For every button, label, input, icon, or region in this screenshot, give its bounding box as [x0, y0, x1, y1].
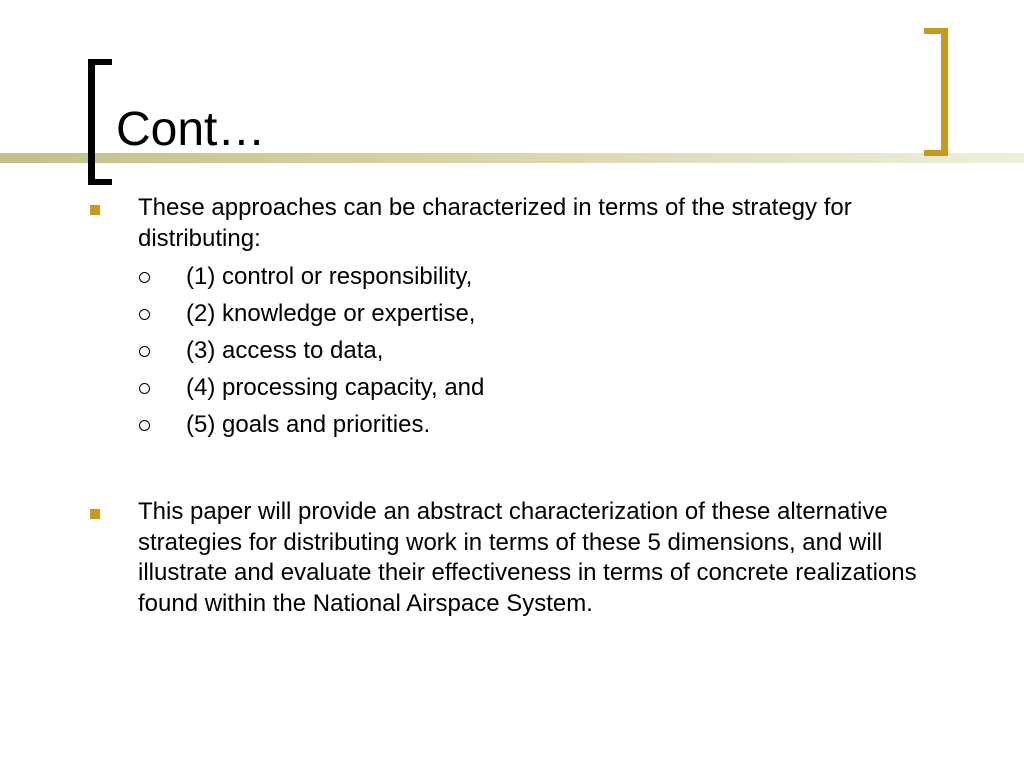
bullet-item [88, 497, 958, 619]
sub-bullet-text: (4) processing capacity, and [186, 374, 485, 401]
bullet-spacer [88, 440, 958, 497]
right-bracket-icon [924, 28, 948, 156]
hollow-circle-bullet-icon [139, 420, 150, 431]
hollow-circle-bullet-icon [139, 346, 150, 357]
square-bullet-icon [90, 509, 100, 519]
hollow-circle-bullet-icon [139, 383, 150, 394]
sub-bullet-item [88, 410, 958, 440]
sub-bullet-item [88, 373, 958, 403]
sub-bullet-text: (5) goals and priorities. [186, 411, 431, 438]
bullet-text: This paper will provide an abstract characterization of these alternative strategies for distributing work in terms of these 5 dimensions, and will illustrate and evaluate their effectiveness in terms of concrete realizations found within the National Airspace System. [138, 498, 917, 617]
sub-bullet-item [88, 336, 958, 366]
sub-bullet-text: (1) control or responsibility, [186, 263, 473, 290]
left-bracket-icon [88, 59, 112, 185]
hollow-circle-bullet-icon [139, 309, 150, 320]
sub-bullet-item [88, 299, 958, 329]
sub-bullet-text: (2) knowledge or expertise, [186, 300, 476, 327]
bullet-item [88, 193, 958, 254]
square-bullet-icon [90, 205, 100, 215]
sub-bullet-text: (3) access to data, [186, 337, 384, 364]
bullet-text: These approaches can be characterized in terms of the strategy for distributing: [138, 194, 852, 252]
hollow-circle-bullet-icon [139, 272, 150, 283]
slide-title: Cont… [116, 103, 266, 156]
slide-body [88, 193, 958, 619]
sub-bullet-item [88, 262, 958, 292]
